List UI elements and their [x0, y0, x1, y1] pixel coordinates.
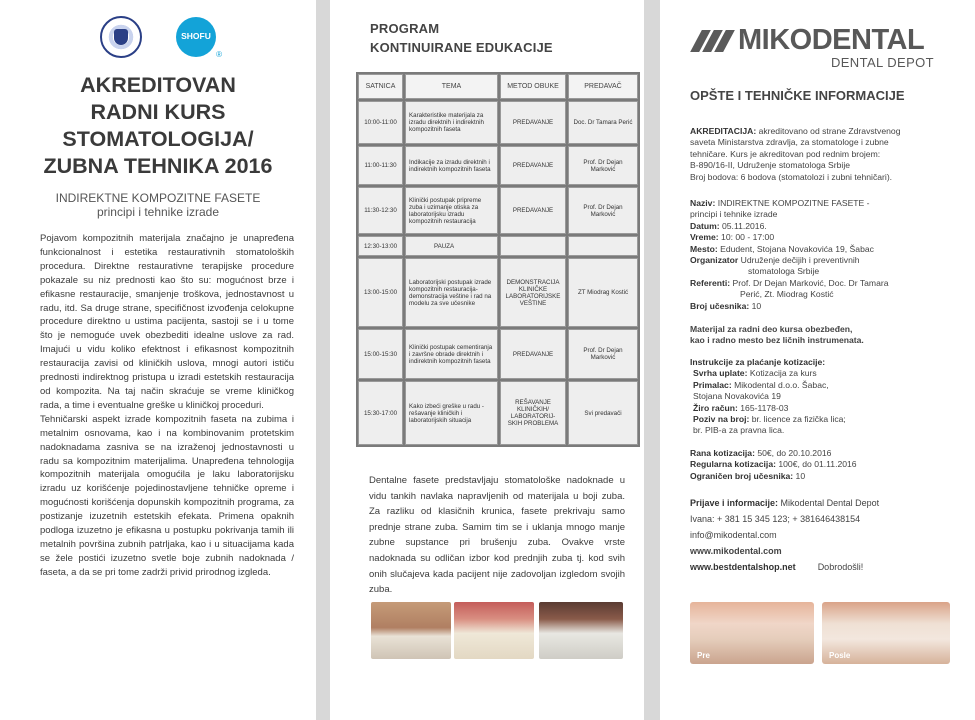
detail-label: Referenti:: [690, 277, 731, 288]
faculty-seal-logo: [100, 16, 142, 58]
time-cell: 13:00-15:00: [358, 258, 403, 327]
veneer-photo-3: [539, 602, 623, 659]
course-subtitle: INDIREKTNE KOMPOZITNE FASETE: [55, 191, 261, 205]
column-header: PREDAVAČ: [568, 74, 638, 99]
logos: [98, 14, 238, 64]
lecturer-cell: Doc. Dr Tamara Perić: [568, 101, 638, 144]
fee-label: Regularna kotizacija:: [690, 459, 776, 470]
method-cell: PREDAVANJE: [500, 329, 566, 379]
detail-line: [690, 289, 958, 300]
detail-line: [690, 255, 958, 266]
column-header: SATNICA: [358, 74, 403, 99]
detail-value: 05.11.2016.: [719, 220, 767, 231]
detail-line: [690, 221, 958, 232]
shop-link[interactable]: www.bestdentalshop.net: [690, 562, 796, 572]
column-header: METOD OBUKE: [500, 74, 566, 99]
payment-line: [690, 414, 958, 425]
payment-value: 165-1178-03: [737, 402, 789, 413]
contact-block: [690, 495, 958, 575]
method-cell: PREDAVANJE: [500, 146, 566, 185]
detail-value: 10: 00 - 17:00: [718, 232, 775, 243]
time-cell: 11:00-11:30: [358, 146, 403, 185]
contact-line: [690, 495, 958, 511]
veneer-photo-2: [454, 602, 534, 659]
detail-label: Organizator: [690, 255, 739, 266]
lecturer-cell: Svi predavači: [568, 381, 638, 445]
main-title-line: RADNI KURS: [90, 100, 226, 124]
veneers-paragraph: Dentalne fasete predstavljaju stomatološke nadoknade u vidu tankih navlaka napravljenih od materijala u boji zuba. Za razliku od klasičnih krunica, fasete prekrivaju samo prednje strane zuba. Samim tim se i uklanja mnogo manje zubne supstance pri brušenju zuba. Ovakve vrste nadoknada su odličan izbor kod prednjih zuba tj. kod svih onih slučajeva kada pacijent nije zadovoljan izgledom svojih zuba.: [369, 475, 625, 596]
payment-label: Svrha uplate:: [693, 368, 748, 379]
detail-value: INDIREKTNE KOMPOZITNE FASETE -: [715, 198, 870, 208]
topic-cell: PAUZA: [405, 236, 498, 256]
intro-paragraph: Pojavom kompozitnih materijala značajno je unapređena funkcionalnost i estetika restaurativnih stomatoloških procedura. Direktne restaurativne terapijske procedure pokazale su niz prednosti kao što su: mogućnost brze i efikasne restauracije, smanjenje troškova, jednostavnost u radu, itd. Sa druge strane, specifičnost izvođenja celokupne procedure direktno u ustima pacijenta, sastoji se i u tome što je nemoguće uvek obezbediti idealne uslove za rad. Imajući u vidu koliko efektnost i efikasnost kompozitnih restauracija zavisi od kliničkih uslova, mnogi autori ističu prednosti indirektnog pristupa u izradi estetskih restauracija od kompozita. Na taj način skraćuje se vreme kliničkog rada, a time i eventualne greške u kliničkoj proceduri.: [40, 233, 294, 411]
detail-line: [690, 266, 958, 277]
payment-label: Primalac:: [693, 379, 732, 390]
shofu-logo-text: SHOFU: [181, 31, 211, 41]
fee-value: 100€, do 01.11.2016: [775, 459, 857, 470]
time-cell: 15:30-17:00: [358, 381, 403, 445]
detail-line: [690, 198, 958, 209]
material-note: [690, 324, 958, 347]
fee-label: Ograničen broj učesnika:: [690, 470, 794, 481]
detail-line: [690, 209, 958, 220]
before-label: Pre: [697, 651, 710, 660]
lecturer-cell: Prof. Dr Dejan Marković: [568, 187, 638, 234]
brand-subtitle: DENTAL DEPOT: [830, 55, 934, 70]
topic-cell: Laboratorijski postupak izrade kompozitnih restauracija-demonstracija veštine i rad na modelu za sve učesnike: [405, 258, 498, 327]
payment-value: br. PIB-a za pravna lica.: [693, 425, 785, 436]
schedule-table: [356, 72, 640, 447]
lecturer-cell: [568, 236, 638, 256]
detail-value: Perić, Zt. Miodrag Kostić: [740, 289, 834, 300]
payment-label: Žiro račun:: [693, 402, 738, 413]
detail-line: [690, 301, 958, 312]
detail-value: stomatologa Srbije: [748, 266, 820, 277]
material-line: Materijal za radni deo kursa obezbeđen,: [690, 324, 853, 334]
detail-label: Mesto:: [690, 243, 718, 254]
column-header: TEMA: [405, 74, 498, 99]
registered-mark: ®: [216, 50, 222, 59]
brand-name: MIKODENTAL: [738, 24, 925, 56]
payment-value: Stojana Novakovića 19: [693, 391, 781, 402]
accreditation-line: Broj bodova: 6 bodova (stomatolozi i zubni tehničari).: [690, 171, 893, 182]
topic-cell: Indikacije za izradu direktnih i indirektnih kompozitnih faseta: [405, 146, 498, 185]
topic-cell: Klinički postupak cementiranja i završne obrade direktnih i indirektnih kompozitnih faseta: [405, 329, 498, 379]
detail-label: Datum:: [690, 220, 720, 231]
contact-label: Prijave i informacije:: [690, 498, 779, 508]
fee-line: [690, 448, 958, 459]
shofu-logo: [176, 17, 222, 59]
after-label: Posle: [829, 651, 851, 660]
schedule-row: [358, 381, 638, 445]
payment-label: Instrukcije za plaćanje kotizacije:: [690, 357, 826, 367]
fee-value: 10: [793, 470, 806, 481]
detail-value: Prof. Dr Dejan Marković, Doc. Dr Tamara: [730, 277, 889, 288]
method-cell: DEMONSTRACIJA KLINIČKE LABORATORIJSKE VEŠTINE: [500, 258, 566, 327]
schedule-header-row: [358, 74, 638, 99]
mikodental-logo: [692, 24, 937, 72]
main-title: [10, 72, 306, 180]
fee-value: 50€, do 20.10.2016: [754, 448, 832, 458]
fee-block: [690, 448, 958, 482]
accreditation-line: [690, 126, 958, 137]
veneer-photo-1: [371, 602, 451, 659]
lecturer-cell: ZT Miodrag Kostić: [568, 258, 638, 327]
website-link[interactable]: www.mikodental.com: [690, 546, 782, 556]
detail-value: Udruženje dečijih i preventivnih: [738, 255, 860, 266]
accreditation-line: tehničare. Kurs je akreditovan pod rednim brojem:: [690, 148, 881, 159]
intro-text: [40, 232, 294, 580]
schedule-row: [358, 187, 638, 234]
contact-value: Mikodental Dental Depot: [778, 498, 880, 508]
detail-label: Naziv:: [690, 198, 716, 208]
main-title-line: AKREDITOVAN: [80, 73, 236, 97]
accreditation-block: [690, 126, 958, 183]
payment-line: [690, 425, 958, 436]
payment-label: Poziv na broj:: [693, 414, 750, 425]
detail-value: 10: [749, 300, 762, 311]
program-title-line: PROGRAM: [370, 21, 440, 36]
schedule-row: [358, 236, 638, 256]
accreditation-label: AKREDITACIJA:: [690, 126, 757, 136]
topic-cell: Karakteristike materijala za izradu direktnih i indirektnih kompozitnih faseta: [405, 101, 498, 144]
welcome-text: Dobrodošli!: [817, 562, 864, 572]
course-subtitle-2: principi i tehnike izrade: [96, 205, 220, 219]
payment-value: br. licence za fizička lica;: [749, 414, 846, 425]
after-photo: [822, 602, 950, 664]
schedule-row: [358, 101, 638, 144]
fee-line: [690, 471, 958, 482]
topic-cell: Kako izbeći greške u radu - rešavanje kliničkih i laboratorijskih situacija: [405, 381, 498, 445]
detail-label: Broj učesnika:: [690, 300, 750, 311]
left-panel: [0, 0, 316, 720]
detail-line: [690, 278, 958, 289]
payment-line: [690, 368, 958, 379]
accreditation-line: B-890/16-II, Udruženje stomatologa Srbije: [690, 160, 851, 171]
lecturer-cell: Prof. Dr Dejan Marković: [568, 329, 638, 379]
method-cell: PREDAVANJE: [500, 187, 566, 234]
material-line: kao i radno mesto bez ličnih instrumenata.: [690, 335, 864, 346]
schedule-row: [358, 258, 638, 327]
accreditation-text: akreditovano od strane Zdravstvenog: [756, 126, 901, 136]
accreditation-line: saveta Ministarstva zdravlja, za stomatologe i zubne: [690, 137, 889, 148]
before-photo: [690, 602, 814, 664]
schedule-row: [358, 329, 638, 379]
payment-line: [690, 357, 958, 368]
course-details: [690, 198, 958, 312]
method-cell: REŠAVANJE KLINIČKIH/ LABORATORIJ-SKIH PROBLEMA: [500, 381, 566, 445]
payment-line: [690, 403, 958, 414]
payment-value: Kotizacija za kurs: [747, 368, 817, 379]
program-title: [370, 19, 553, 57]
detail-value: Edudent, Stojana Novakovića 19, Šabac: [717, 243, 874, 254]
detail-value: principi i tehnike izrade: [690, 209, 778, 220]
shop-line: [690, 559, 958, 575]
intro-paragraph: Tehničarski aspekt izrade kompozitnih faseta na zubima i metalnim osnovama, kao i na kombinovanim protetskim nadoknadama zasniva se na izraženoj jednostavnosti u radu sa kompozitnim materijalima. Unapređena tehnologija kompozitnih materijala omogućila je laku laboratorijsku izradu uz korišćenje pojedinostavljene tehničke opreme i mogućnosti korišćenja dopunskih kompozitnih programa, za postizanje izuzetnih estetskih efekata. Primena opaknih podloga izuzetno je efikasna u postupku pokrivanja tamih ili metalnih površina zubnih patrljaka, kao i u situacijama kada se žele postići izuzetno svetle boje zubnih nadoknada / faseta, a da se pri tome zadrži privid prirodnog izgleda.: [40, 413, 294, 578]
info-title: OPŠTE I TEHNIČKE INFORMACIJE: [690, 88, 905, 103]
time-cell: 12:30-13:00: [358, 236, 403, 256]
detail-line: [690, 244, 958, 255]
email-link[interactable]: info@mikodental.com: [690, 530, 777, 540]
payment-value: Mikodental d.o.o. Šabac,: [731, 379, 829, 390]
main-title-line: STOMATOLOGIJA/: [62, 127, 254, 151]
payment-line: [690, 380, 958, 391]
method-cell: [500, 236, 566, 256]
payment-instructions: [690, 357, 958, 437]
schedule-row: [358, 146, 638, 185]
fee-line: [690, 459, 958, 470]
topic-cell: Klinički postupak pripreme zuba i uzimanje otiska za laboratorijsku izradu kompozitnih restauracija: [405, 187, 498, 234]
method-cell: PREDAVANJE: [500, 101, 566, 144]
lecturer-cell: Prof. Dr Dejan Marković: [568, 146, 638, 185]
mikodental-mark-icon: [692, 30, 736, 52]
time-cell: 11:30-12:30: [358, 187, 403, 234]
time-cell: 15:00-15:30: [358, 329, 403, 379]
fee-label: Rana kotizacija:: [690, 448, 755, 458]
detail-line: [690, 232, 958, 243]
time-cell: 10:00-11:00: [358, 101, 403, 144]
main-title-line: ZUBNA TEHNIKA 2016: [43, 154, 273, 178]
program-title-line: KONTINUIRANE EDUKACIJE: [370, 40, 553, 55]
detail-label: Vreme:: [690, 232, 719, 243]
phone-line: Ivana: + 381 15 345 123; + 381646438154: [690, 514, 861, 524]
payment-line: [690, 391, 958, 402]
